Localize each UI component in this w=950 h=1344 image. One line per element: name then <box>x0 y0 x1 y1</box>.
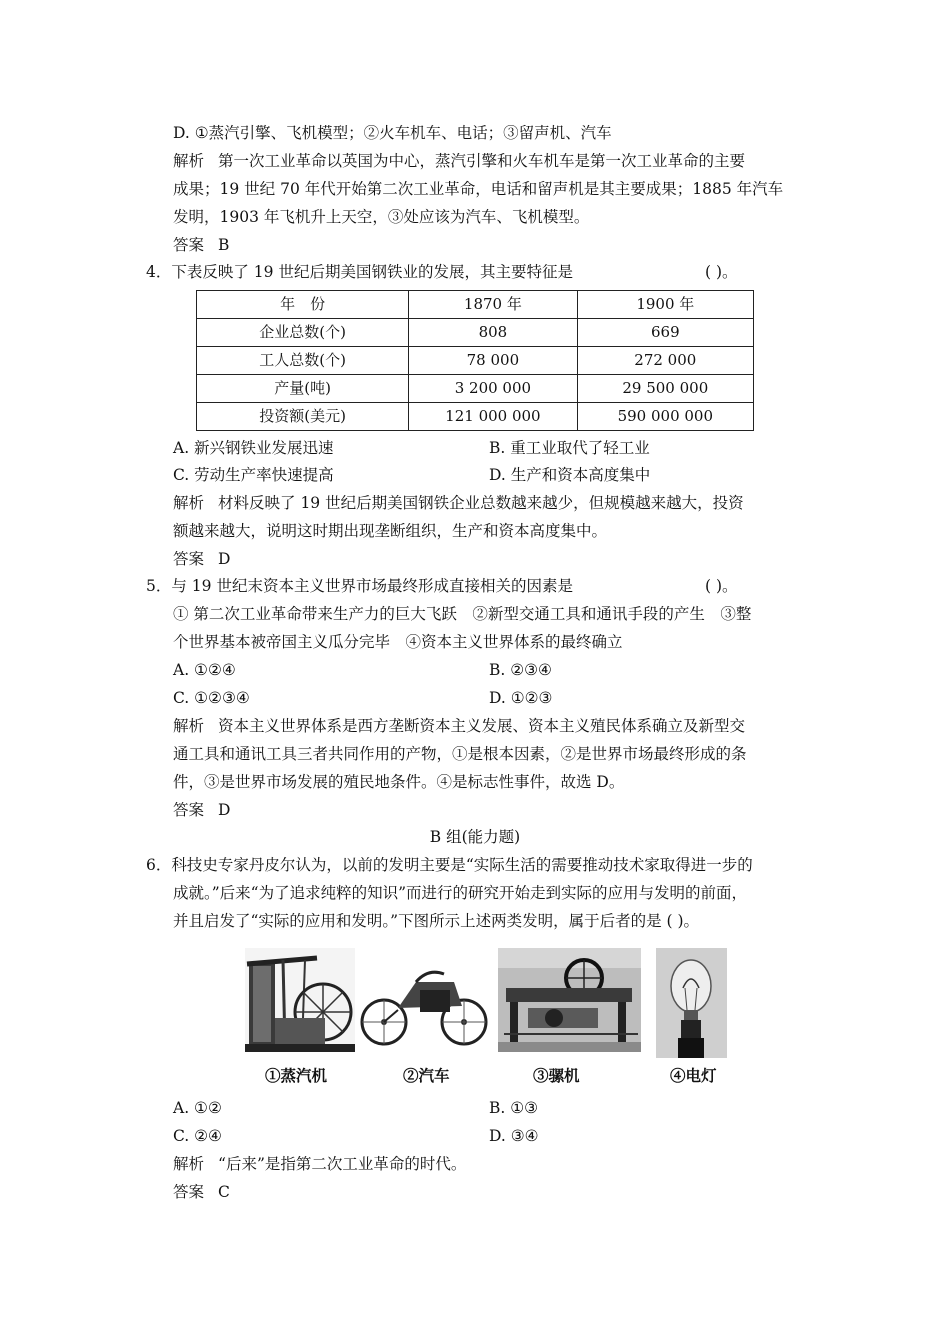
table-cell: 272 000 <box>577 347 753 375</box>
answer-label: 答案 <box>173 550 205 568</box>
table-row <box>197 375 754 403</box>
table-cell: 121 000 000 <box>409 403 577 431</box>
q5-items-line-1: ① 第二次工业革命带来生产力的巨大飞跃 ②新型交通工具和通讯手段的产生 ③整 <box>173 605 752 623</box>
answer-label: 答案 <box>173 236 205 254</box>
q3-analysis-line-2: 成果；19 世纪 70 年代开始第二次工业革命，电话和留声机是其主要成果；1885 年汽车 <box>173 180 784 198</box>
q5-option-b: B. ②③④ <box>489 661 552 679</box>
analysis-label: 解析 <box>173 494 205 512</box>
q4-stem: 4．下表反映了 19 世纪后期美国钢铁业的发展，其主要特征是 <box>146 263 573 281</box>
table-cell: 工人总数(个) <box>197 347 409 375</box>
question-number: 5． <box>146 577 172 595</box>
answer-value: D <box>218 801 231 819</box>
table-row <box>197 403 754 431</box>
light-bulb-image <box>656 948 727 1058</box>
q4-analysis-line-1: 解析 材料反映了 19 世纪后期美国钢铁企业总数越来越少，但规模越来越大，投资 <box>173 494 744 512</box>
table-cell: 投资额(美元) <box>197 403 409 431</box>
q5-analysis-line-3: 件，③是世界市场发展的殖民地条件。④是标志性事件，故选 D。 <box>173 773 625 791</box>
q6-analysis: 解析 “后来”是指第二次工业革命的时代。 <box>173 1155 467 1173</box>
steel-industry-table <box>196 290 754 431</box>
table-row <box>197 319 754 347</box>
table-header-row <box>197 291 754 319</box>
figure-caption-automobile: ②汽车 <box>403 1066 450 1085</box>
question-number: 4． <box>146 263 172 281</box>
q3-analysis-line-3: 发明，1903 年飞机升上天空，③处应该为汽车、飞机模型。 <box>173 208 590 226</box>
question-number: 6． <box>146 856 172 874</box>
section-heading: B 组(能力题) <box>429 828 521 846</box>
q6-stem-line-3: 并且启发了“实际的应用和发明。”下图所示上述两类发明，属于后者的是 ( )。 <box>173 912 700 930</box>
q5-analysis-line-2: 通工具和通讯工具三者共同作用的产物，①是根本因素，②是世界市场最终形成的条 <box>173 745 747 763</box>
table-cell: 3 200 000 <box>409 375 577 403</box>
q6-stem-line-2: 成就。”后来“为了追求纯粹的知识”而进行的研究开始走到实际的应用与发明的前面， <box>173 884 748 902</box>
q5-option-d: D. ①②③ <box>489 689 553 707</box>
table-header-cell: 年 份 <box>197 291 409 319</box>
q4-option-a: A. 新兴钢铁业发展迅速 <box>173 439 334 457</box>
answer-value: C <box>218 1183 230 1201</box>
answer-label: 答案 <box>173 1183 205 1201</box>
table-cell: 590 000 000 <box>577 403 753 431</box>
answer-value: D <box>218 550 231 568</box>
table-header-cell: 1900 年 <box>577 291 753 319</box>
q6-option-b: B. ①③ <box>489 1099 539 1117</box>
q6-answer <box>173 1182 230 1202</box>
q4-option-d: D. 生产和资本高度集中 <box>489 466 651 484</box>
q3-analysis-line-1: 解析 第一次工业革命以英国为中心，蒸汽引擎和火车机车是第一次工业革命的主要 <box>173 152 746 170</box>
q5-analysis-line-1: 解析 资本主义世界体系是西方垄断资本主义发展、资本主义殖民体系确立及新型交 <box>173 717 746 735</box>
table-cell: 29 500 000 <box>577 375 753 403</box>
q6-option-c: C. ②④ <box>173 1127 222 1145</box>
table-cell: 669 <box>577 319 753 347</box>
q4-analysis-line-2: 额越来越大，说明这时期出现垄断组织，生产和资本高度集中。 <box>173 522 608 540</box>
q4-option-c: C. 劳动生产率快速提高 <box>173 466 334 484</box>
q5-option-a: A. ①②④ <box>173 661 236 679</box>
table-row <box>197 347 754 375</box>
figure-caption-spinning-mule: ③骡机 <box>533 1066 580 1085</box>
steam-engine-image <box>245 948 355 1052</box>
table-cell: 78 000 <box>409 347 577 375</box>
q3-answer <box>173 235 229 255</box>
table-header-cell: 1870 年 <box>409 291 577 319</box>
q6-option-a: A. ①② <box>173 1099 222 1117</box>
analysis-label: 解析 <box>173 717 205 735</box>
q4-answer <box>173 549 230 569</box>
analysis-label: 解析 <box>173 1155 205 1173</box>
q5-option-c: C. ①②③④ <box>173 689 250 707</box>
analysis-label: 解析 <box>173 152 205 170</box>
figure-caption-light-bulb: ④电灯 <box>670 1066 717 1085</box>
q5-stem: 5．与 19 世纪末资本主义世界市场最终形成直接相关的因素是 <box>146 577 573 595</box>
q6-stem-line-1: 6．科技史专家丹皮尔认为，以前的发明主要是“实际生活的需要推动技术家取得进一步的 <box>146 856 753 874</box>
table-cell: 产量(吨) <box>197 375 409 403</box>
q5-answer-blank: ( )。 <box>705 577 738 595</box>
table-cell: 企业总数(个) <box>197 319 409 347</box>
q4-answer-blank: ( )。 <box>705 263 738 281</box>
answer-value: B <box>218 236 230 254</box>
q3-option-d: D. ①蒸汽引擎、飞机模型；②火车机车、电话；③留声机、汽车 <box>173 124 612 142</box>
table-cell: 808 <box>409 319 577 347</box>
q5-items-line-2: 个世界基本被帝国主义瓜分完毕 ④资本主义世界体系的最终确立 <box>173 633 623 651</box>
q4-option-b: B. 重工业取代了轻工业 <box>489 439 650 457</box>
automobile-image <box>358 948 490 1052</box>
spinning-mule-image <box>498 948 641 1052</box>
q5-answer <box>173 800 230 820</box>
figure-caption-steam-engine: ①蒸汽机 <box>265 1066 328 1085</box>
answer-label: 答案 <box>173 801 205 819</box>
q6-option-d: D. ③④ <box>489 1127 539 1145</box>
